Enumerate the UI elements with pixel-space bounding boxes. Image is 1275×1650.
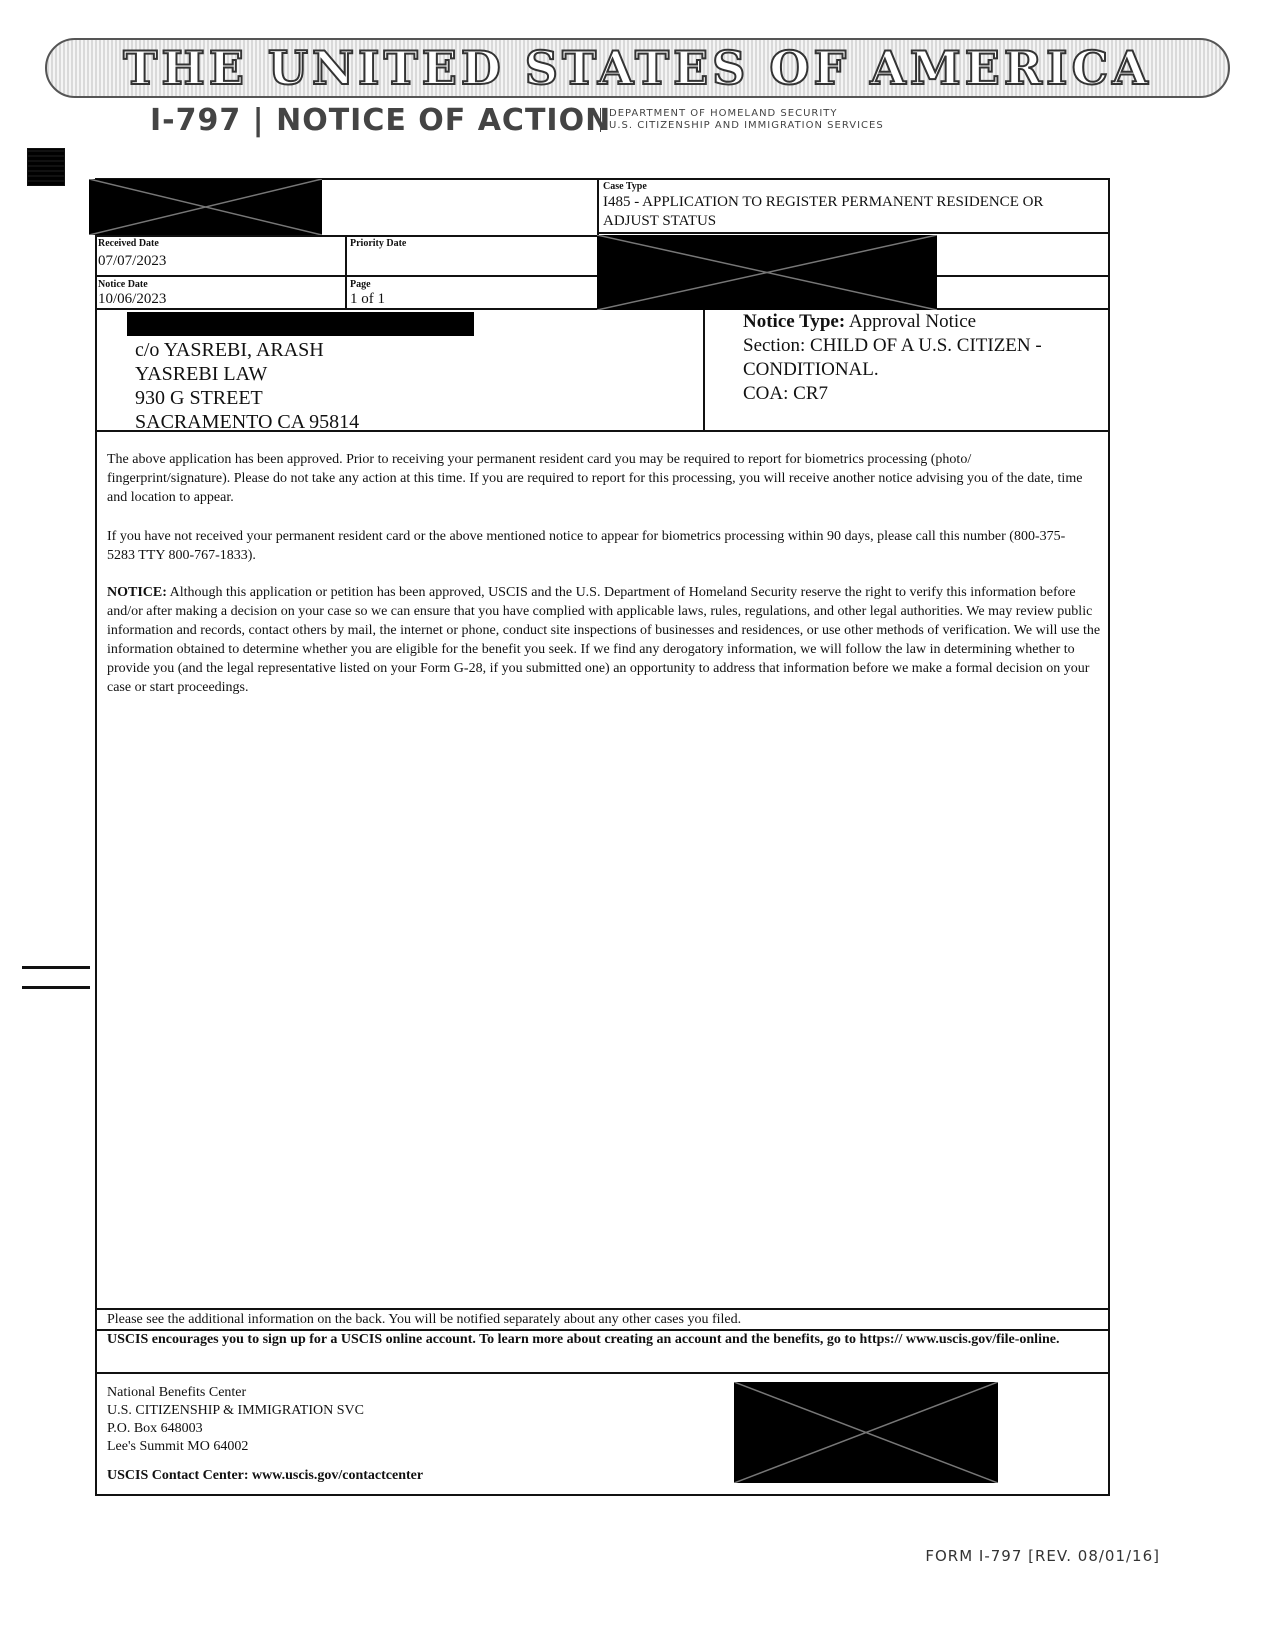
- case-type-value: I485 - APPLICATION TO REGISTER PERMANENT RESIDENCE OR ADJUST STATUS: [603, 194, 1044, 229]
- address-line: c/o YASREBI, ARASH: [135, 339, 324, 361]
- office-line: Lee's Summit MO 64002: [107, 1439, 249, 1454]
- case-type-label: Case Type: [603, 181, 647, 192]
- divider: [345, 235, 347, 308]
- form-number: FORM I-797 [REV. 08/01/16]: [925, 1547, 1160, 1565]
- notice-date-value: 10/06/2023: [98, 291, 167, 307]
- department-line-1: DEPARTMENT OF HOMELAND SECURITY: [609, 108, 838, 119]
- online-account-text: USCIS encourages you to sign up for a USCIS online account. To learn more about creating an account and the benefits, go to https:// www.uscis.gov/file-online.: [107, 1332, 1060, 1347]
- department-name: [600, 108, 884, 132]
- office-line: P.O. Box 648003: [107, 1421, 203, 1436]
- office-line: National Benefits Center: [107, 1385, 247, 1400]
- biometrics-paragraph: If you have not received your permanent resident card or the above mentioned notice to appear for biometrics processing within 90 days, please call this number (800-375-5283 TTY 800-767-1833).: [107, 529, 1066, 563]
- received-date-value: 07/07/2023: [98, 253, 167, 269]
- redacted-block: [734, 1382, 998, 1483]
- approval-paragraph: The above application has been approved. Prior to receiving your permanent resident card you may be required to report for biometrics processing (photo/ fingerprint/signature). Please do not take any action at this time. If you are required to report for this processing, you will receive another notice advising you of the date, time and location to appear.: [107, 452, 1083, 505]
- notice-text: Although this application or petition has been approved, USCIS and the U.S. Department of Homeland Security reserve the right to verify this information before and/or after making a decision on your case so we can ensure that you have complied with applicable laws, rules, regulations, and other legal authorities. We may review public information and records, contact others by mail, the internet or phone, conduct site inspections of businesses and residences, or use other methods of verification. We will use the information obtained to determine whether you are eligible for the benefit you seek. If we find any derogatory information, we will follow the law in determining whether to provide you (and the legal representative listed on your Form G-28, if you submitted one) an opportunity to address that information before we make a formal decision on your case or start proceedings.: [107, 585, 1101, 695]
- section-line: CONDITIONAL.: [743, 359, 879, 380]
- form-title: I-797 | NOTICE OF ACTION: [150, 103, 612, 138]
- office-line: U.S. CITIZENSHIP & IMMIGRATION SVC: [107, 1403, 364, 1418]
- coa-line: COA: CR7: [743, 383, 828, 404]
- received-date-label: Received Date: [98, 238, 159, 249]
- banner-title: THE UNITED STATES OF AMERICA: [123, 41, 1152, 95]
- priority-date-label: Priority Date: [350, 238, 407, 249]
- address-line: SACRAMENTO CA 95814: [135, 411, 360, 433]
- additional-info-text: Please see the additional information on the back. You will be notified separately about any other cases you filed.: [107, 1312, 742, 1327]
- page-label: Page: [350, 279, 371, 290]
- office-address: [107, 1384, 364, 1456]
- divider: [703, 308, 705, 432]
- redacted-block: [597, 235, 937, 310]
- barcode-icon: [27, 148, 65, 186]
- margin-mark: [22, 966, 90, 969]
- margin-mark: [22, 986, 90, 989]
- notice-type-value: Approval Notice: [848, 311, 977, 332]
- notice-date-label: Notice Date: [98, 279, 148, 290]
- mailing-address: [135, 338, 359, 434]
- divider: [95, 1372, 1110, 1374]
- redacted-block: [89, 179, 322, 235]
- page-value: 1 of 1: [350, 291, 385, 307]
- notice-info: [743, 310, 1042, 406]
- section-line: Section: CHILD OF A U.S. CITIZEN -: [743, 335, 1042, 356]
- department-line-2: U.S. CITIZENSHIP AND IMMIGRATION SERVICES: [609, 120, 884, 131]
- contact-center-text: USCIS Contact Center: www.uscis.gov/contactcenter: [107, 1468, 424, 1483]
- divider: [95, 1308, 1110, 1310]
- notice-paragraph: [107, 583, 1102, 697]
- notice-label: NOTICE:: [107, 585, 167, 600]
- address-line: 930 G STREET: [135, 387, 263, 409]
- divider: [597, 232, 1110, 234]
- redacted-block: [127, 312, 474, 336]
- address-line: YASREBI LAW: [135, 363, 268, 385]
- notice-type-label: Notice Type:: [743, 311, 846, 332]
- banner: [45, 38, 1230, 98]
